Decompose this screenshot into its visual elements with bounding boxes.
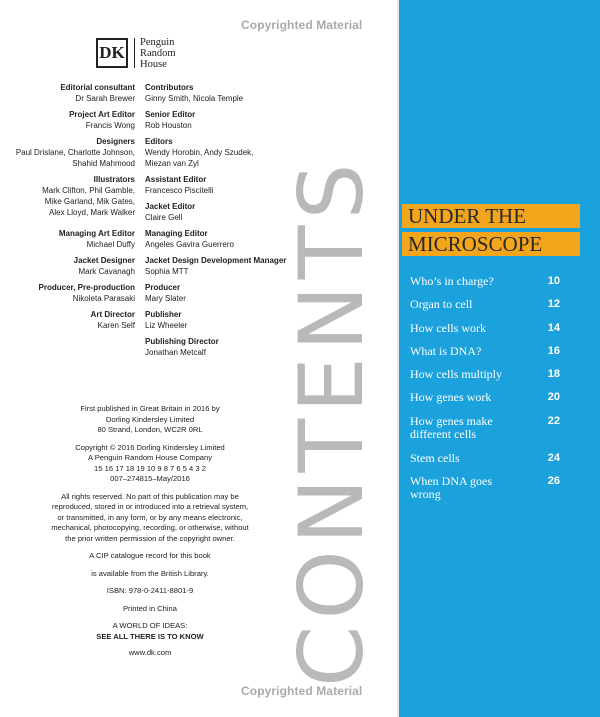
credit-left bbox=[0, 136, 145, 169]
credit-name: Mary Slater bbox=[145, 294, 186, 303]
credit-name: Francis Wong bbox=[85, 121, 135, 130]
toc-page-number: 20 bbox=[547, 391, 560, 404]
credit-name: Angeles Gavira Guerrero bbox=[145, 240, 234, 249]
credit-left bbox=[0, 255, 145, 277]
prh-line-1: Penguin bbox=[140, 37, 175, 48]
pub-line: A Penguin Random House Company bbox=[87, 453, 213, 462]
rights-notice bbox=[20, 492, 280, 545]
slogan-line: SEE ALL THERE IS TO KNOW bbox=[96, 631, 204, 641]
table-of-contents bbox=[410, 272, 560, 502]
credit-left bbox=[0, 309, 145, 358]
toc-item[interactable] bbox=[410, 295, 560, 318]
toc-item[interactable] bbox=[410, 342, 560, 365]
contents-vertical-title bbox=[280, 57, 383, 687]
pub-line: or transmitted, in any form, or by any means electronic, bbox=[57, 512, 243, 522]
credit-name: Dr Sarah Brewer bbox=[75, 94, 135, 103]
pub-line: reproduced, stored in or introduced into a retrieval system, bbox=[51, 502, 249, 511]
credit-role: Producer, Pre-production bbox=[38, 283, 135, 292]
section-heading-line-1: UNDER THE bbox=[402, 204, 580, 228]
credit-row bbox=[0, 282, 300, 304]
toc-item-title: How genes work bbox=[410, 390, 492, 405]
toc-item[interactable] bbox=[410, 412, 560, 449]
credit-name: Mark Cavanagh bbox=[78, 267, 135, 276]
dk-logo-mark: DK bbox=[96, 38, 128, 68]
watermark-bottom: Copyrighted Material bbox=[241, 684, 363, 698]
toc-item-title: When DNA goes wrong bbox=[410, 474, 492, 502]
credit-role: Editors bbox=[145, 137, 173, 146]
credit-role: Assistant Editor bbox=[145, 175, 207, 184]
toc-page-number: 18 bbox=[547, 368, 560, 381]
printed-in: Printed in China bbox=[122, 603, 178, 613]
penguin-random-house-wordmark bbox=[140, 37, 176, 70]
credit-right bbox=[145, 174, 295, 223]
toc-item[interactable] bbox=[410, 449, 560, 472]
credit-row bbox=[0, 309, 300, 358]
toc-item[interactable] bbox=[410, 365, 560, 388]
toc-item-title: How cells work bbox=[410, 320, 486, 335]
credit-name: Ginny Smith, Nicola Temple bbox=[145, 94, 244, 103]
credit-name: Claire Gell bbox=[145, 213, 183, 222]
credit-right bbox=[145, 282, 295, 304]
publisher-logo bbox=[96, 38, 206, 72]
credit-name: Sophia MTT bbox=[145, 267, 189, 276]
credit-role: Senior Editor bbox=[145, 110, 196, 119]
pub-line: 007–274815–May/2016 bbox=[110, 474, 190, 483]
section-heading bbox=[402, 204, 581, 260]
credit-name: Alex Lloyd, Mark Walker bbox=[49, 208, 135, 217]
credit-role: Designers bbox=[96, 137, 135, 146]
credit-row bbox=[0, 174, 300, 223]
credit-right bbox=[145, 136, 295, 169]
credit-name: Jonathan Metcalf bbox=[145, 348, 206, 357]
pub-line: Copyright © 2016 Dorling Kindersley Limited bbox=[75, 442, 225, 452]
pub-line: 80 Strand, London, WC2R 0RL bbox=[97, 425, 203, 434]
toc-item-title: Who’s in charge? bbox=[410, 274, 494, 288]
credit-role: Jacket Design Development Manager bbox=[145, 256, 287, 265]
toc-item-title: Stem cells bbox=[410, 450, 460, 465]
logo-divider bbox=[134, 38, 135, 68]
toc-page-number: 24 bbox=[547, 451, 560, 464]
credit-role: Jacket Designer bbox=[73, 256, 135, 265]
cip-line-1: A CIP catalogue record for this book bbox=[89, 551, 211, 560]
credit-role: Jacket Editor bbox=[145, 202, 196, 211]
credit-row bbox=[0, 228, 300, 250]
watermark-top: Copyrighted Material bbox=[241, 18, 363, 32]
credit-role: Project Art Editor bbox=[69, 110, 135, 119]
copyright-block bbox=[20, 443, 280, 485]
credit-role: Publishing Director bbox=[145, 337, 219, 346]
credit-left bbox=[0, 174, 145, 223]
slogan bbox=[20, 621, 280, 642]
toc-item-title: Organ to cell bbox=[410, 297, 473, 312]
credit-role: Art Director bbox=[90, 310, 135, 319]
credit-role: Illustrators bbox=[93, 175, 135, 184]
credit-right bbox=[145, 228, 295, 250]
pub-line: the prior written permission of the copyright owner. bbox=[65, 533, 235, 543]
toc-item[interactable] bbox=[410, 388, 560, 411]
credit-name: Michael Duffy bbox=[86, 240, 135, 249]
credit-left bbox=[0, 109, 145, 131]
credit-name: Francesco Piscitelli bbox=[145, 186, 214, 195]
credit-role: Producer bbox=[145, 283, 181, 292]
credit-name: Liz Wheeler bbox=[145, 321, 188, 330]
credit-left bbox=[0, 228, 145, 250]
toc-page-number: 12 bbox=[547, 298, 560, 311]
isbn: ISBN: 978-0-2411-8801-9 bbox=[106, 586, 194, 595]
prh-line-3: House bbox=[140, 59, 167, 70]
website-link[interactable]: www.dk.com bbox=[128, 648, 172, 657]
credit-name: Karen Self bbox=[97, 321, 135, 330]
toc-page-number: 22 bbox=[547, 414, 560, 427]
credit-role: Contributors bbox=[145, 83, 194, 92]
credit-row bbox=[0, 136, 300, 169]
credit-name: Mark Clifton, Phil Gamble, bbox=[42, 186, 135, 195]
toc-item[interactable] bbox=[410, 319, 560, 342]
prh-line-2: Random bbox=[140, 48, 176, 59]
pub-line: Dorling Kindersley Limited bbox=[105, 414, 195, 424]
toc-page-number: 14 bbox=[547, 321, 560, 334]
contents-heading: CONTENTS bbox=[280, 157, 383, 687]
toc-page-number: 16 bbox=[547, 344, 560, 357]
credit-name: Paul Drislane, Charlotte Johnson, bbox=[15, 148, 135, 157]
credit-name: Mike Garland, Mik Gates, bbox=[44, 197, 135, 206]
credit-name: Nikoleta Parasaki bbox=[72, 294, 135, 303]
pub-line: First published in Great Britain in 2016 by bbox=[80, 404, 220, 413]
credit-row bbox=[0, 82, 300, 104]
credit-right bbox=[145, 82, 295, 104]
credit-row bbox=[0, 255, 300, 277]
toc-item[interactable] bbox=[410, 472, 560, 502]
toc-item[interactable] bbox=[410, 272, 560, 295]
credit-name: Miezan van Zyl bbox=[145, 159, 199, 168]
credit-role: Managing Editor bbox=[145, 229, 208, 238]
first-published bbox=[20, 404, 280, 436]
cip-line-2: is available from the British Library. bbox=[91, 568, 209, 578]
pub-line: mechanical, photocopying, recording, or otherwise, without bbox=[51, 523, 249, 532]
credit-right bbox=[145, 109, 295, 131]
credit-row bbox=[0, 109, 300, 131]
credit-name: Wendy Horobin, Andy Szudek, bbox=[145, 148, 254, 157]
slogan-line: A WORLD OF IDEAS: bbox=[112, 621, 188, 630]
toc-item-title: What is DNA? bbox=[410, 343, 482, 358]
credit-name: Rob Houston bbox=[145, 121, 192, 130]
section-heading-line-2: MICROSCOPE bbox=[402, 232, 580, 256]
credit-left bbox=[0, 82, 145, 104]
pub-line: All rights reserved. No part of this publication may be bbox=[61, 491, 239, 501]
credit-name: Shahid Mahmood bbox=[72, 159, 135, 168]
credit-role: Managing Art Editor bbox=[58, 229, 135, 238]
toc-item-title: How genes make different cells bbox=[410, 413, 493, 441]
pub-line: 15 16 17 18 19 10 9 8 7 6 5 4 3 2 bbox=[94, 463, 206, 473]
credit-right bbox=[145, 255, 295, 277]
credit-role: Publisher bbox=[145, 310, 182, 319]
toc-item-title: How cells multiply bbox=[410, 367, 502, 382]
publication-info bbox=[20, 404, 280, 666]
toc-page-number: 10 bbox=[547, 275, 560, 287]
credits-list bbox=[0, 82, 300, 363]
credit-right bbox=[145, 309, 295, 358]
toc-page-number: 26 bbox=[547, 475, 560, 488]
credit-role: Editorial consultant bbox=[60, 83, 135, 92]
credit-left bbox=[0, 282, 145, 304]
